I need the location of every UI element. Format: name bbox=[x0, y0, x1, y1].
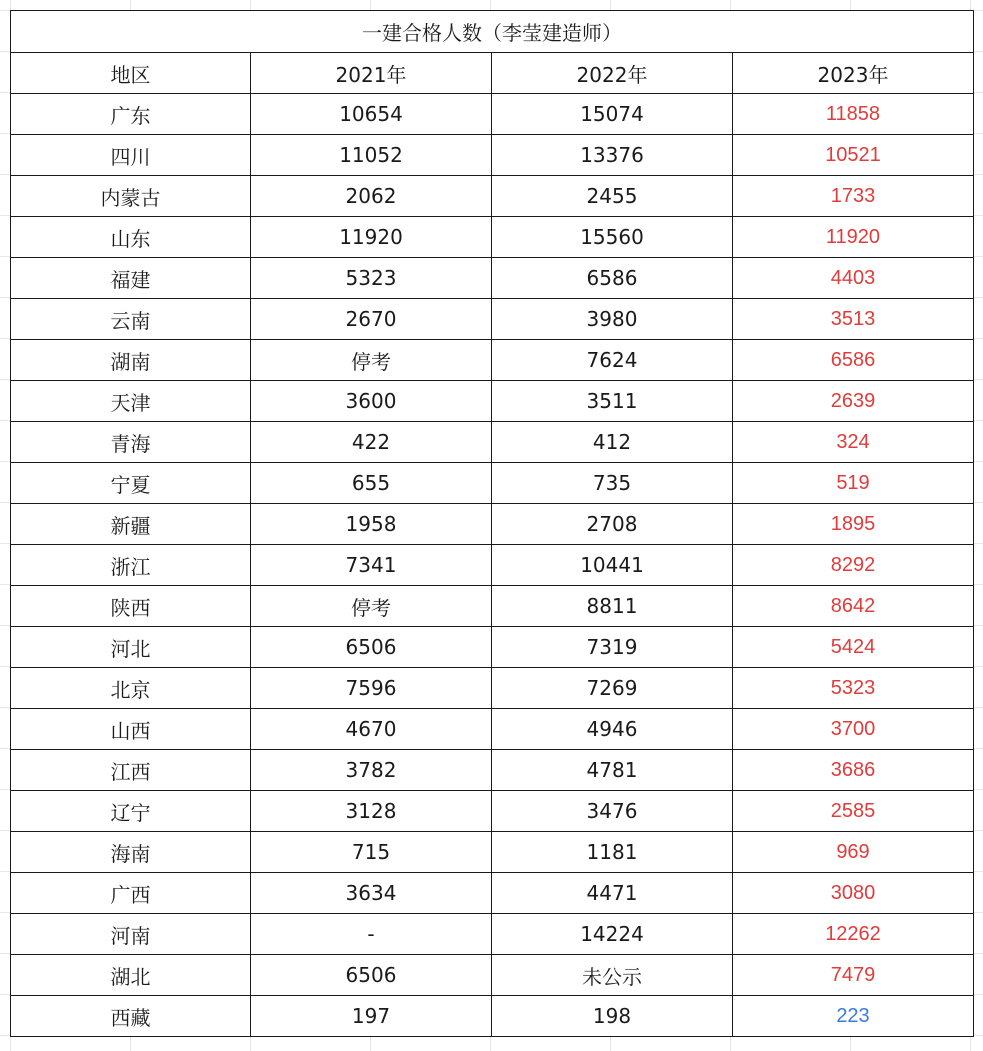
cell-region[interactable]: 陕西 bbox=[11, 586, 251, 627]
cell-2022[interactable]: 2455 bbox=[492, 176, 733, 217]
cell-region[interactable]: 宁夏 bbox=[11, 463, 251, 504]
cell-2022[interactable]: 2708 bbox=[492, 504, 733, 545]
cell-region[interactable]: 湖南 bbox=[11, 340, 251, 381]
cell-region[interactable]: 西藏 bbox=[11, 996, 251, 1037]
table-row bbox=[11, 463, 974, 504]
cell-2021[interactable]: 197 bbox=[251, 996, 492, 1037]
cell-region[interactable]: 河南 bbox=[11, 914, 251, 955]
cell-2022[interactable]: 4946 bbox=[492, 709, 733, 750]
cell-2023[interactable]: 1895 bbox=[733, 504, 974, 545]
table-row bbox=[11, 750, 974, 791]
cell-region[interactable]: 青海 bbox=[11, 422, 251, 463]
cell-2023[interactable]: 6586 bbox=[733, 340, 974, 381]
cell-region[interactable]: 山西 bbox=[11, 709, 251, 750]
table-row bbox=[11, 668, 974, 709]
cell-region[interactable]: 天津 bbox=[11, 381, 251, 422]
cell-2022[interactable]: 4781 bbox=[492, 750, 733, 791]
cell-2021[interactable]: 10654 bbox=[251, 94, 492, 135]
table-row bbox=[11, 709, 974, 750]
cell-2022[interactable]: 412 bbox=[492, 422, 733, 463]
table-row bbox=[11, 94, 974, 135]
table-row bbox=[11, 791, 974, 832]
cell-2021[interactable]: - bbox=[251, 914, 492, 955]
cell-2023[interactable]: 7479 bbox=[733, 955, 974, 996]
cell-2023[interactable]: 11858 bbox=[733, 94, 974, 135]
header-2022[interactable]: 2022年 bbox=[492, 53, 733, 94]
cell-2022[interactable]: 7624 bbox=[492, 340, 733, 381]
header-region[interactable]: 地区 bbox=[11, 53, 251, 94]
cell-2023[interactable]: 223 bbox=[733, 996, 974, 1037]
cell-2021[interactable]: 422 bbox=[251, 422, 492, 463]
cell-2022[interactable]: 10441 bbox=[492, 545, 733, 586]
table-row bbox=[11, 176, 974, 217]
cell-2023[interactable]: 8642 bbox=[733, 586, 974, 627]
cell-2022[interactable]: 7269 bbox=[492, 668, 733, 709]
cell-2023[interactable]: 3700 bbox=[733, 709, 974, 750]
cell-2022[interactable]: 3511 bbox=[492, 381, 733, 422]
table-row bbox=[11, 545, 974, 586]
cell-region[interactable]: 北京 bbox=[11, 668, 251, 709]
cell-2022[interactable]: 4471 bbox=[492, 873, 733, 914]
table-row bbox=[11, 914, 974, 955]
cell-region[interactable]: 福建 bbox=[11, 258, 251, 299]
cell-2022[interactable]: 6586 bbox=[492, 258, 733, 299]
cell-2021[interactable]: 2670 bbox=[251, 299, 492, 340]
cell-2021[interactable]: 6506 bbox=[251, 627, 492, 668]
cell-2022[interactable]: 735 bbox=[492, 463, 733, 504]
cell-2023[interactable]: 10521 bbox=[733, 135, 974, 176]
cell-region[interactable]: 浙江 bbox=[11, 545, 251, 586]
table-row bbox=[11, 873, 974, 914]
cell-2021[interactable]: 715 bbox=[251, 832, 492, 873]
cell-region[interactable]: 湖北 bbox=[11, 955, 251, 996]
table-title[interactable]: 一建合格人数（李莹建造师） bbox=[11, 11, 974, 53]
header-2021[interactable]: 2021年 bbox=[251, 53, 492, 94]
cell-2022[interactable]: 15074 bbox=[492, 94, 733, 135]
cell-2021[interactable]: 5323 bbox=[251, 258, 492, 299]
cell-2021[interactable]: 11052 bbox=[251, 135, 492, 176]
table-row bbox=[11, 504, 974, 545]
cell-2023[interactable]: 969 bbox=[733, 832, 974, 873]
cell-2021[interactable]: 11920 bbox=[251, 217, 492, 258]
cell-region[interactable]: 河北 bbox=[11, 627, 251, 668]
cell-2022[interactable]: 14224 bbox=[492, 914, 733, 955]
cell-2021[interactable]: 3128 bbox=[251, 791, 492, 832]
cell-2023[interactable]: 519 bbox=[733, 463, 974, 504]
cell-2022[interactable]: 7319 bbox=[492, 627, 733, 668]
cell-2023[interactable]: 11920 bbox=[733, 217, 974, 258]
cell-region[interactable]: 内蒙古 bbox=[11, 176, 251, 217]
table-row bbox=[11, 996, 974, 1037]
cell-2023[interactable]: 2639 bbox=[733, 381, 974, 422]
cell-2021[interactable]: 3782 bbox=[251, 750, 492, 791]
cell-2023[interactable]: 3513 bbox=[733, 299, 974, 340]
table-row bbox=[11, 299, 974, 340]
cell-2021[interactable]: 6506 bbox=[251, 955, 492, 996]
table-row bbox=[11, 217, 974, 258]
title-row bbox=[11, 11, 974, 53]
cell-2021[interactable]: 停考 bbox=[251, 340, 492, 381]
pass-count-table bbox=[10, 10, 974, 1037]
cell-2023[interactable]: 4403 bbox=[733, 258, 974, 299]
cell-2022[interactable]: 8811 bbox=[492, 586, 733, 627]
cell-2023[interactable]: 2585 bbox=[733, 791, 974, 832]
cell-2023[interactable]: 5424 bbox=[733, 627, 974, 668]
cell-2022[interactable]: 未公示 bbox=[492, 955, 733, 996]
table-row bbox=[11, 627, 974, 668]
cell-region[interactable]: 江西 bbox=[11, 750, 251, 791]
cell-region[interactable]: 四川 bbox=[11, 135, 251, 176]
cell-2023[interactable]: 3080 bbox=[733, 873, 974, 914]
cell-2023[interactable]: 3686 bbox=[733, 750, 974, 791]
table-body bbox=[11, 11, 974, 1037]
header-row bbox=[11, 53, 974, 94]
cell-2022[interactable]: 3476 bbox=[492, 791, 733, 832]
cell-2021[interactable]: 7596 bbox=[251, 668, 492, 709]
cell-2021[interactable]: 3634 bbox=[251, 873, 492, 914]
table-row bbox=[11, 135, 974, 176]
cell-2021[interactable]: 1958 bbox=[251, 504, 492, 545]
cell-2023[interactable]: 1733 bbox=[733, 176, 974, 217]
table-row bbox=[11, 258, 974, 299]
header-2023[interactable]: 2023年 bbox=[733, 53, 974, 94]
table-row bbox=[11, 832, 974, 873]
cell-2021[interactable]: 停考 bbox=[251, 586, 492, 627]
cell-2023[interactable]: 8292 bbox=[733, 545, 974, 586]
cell-2021[interactable]: 3600 bbox=[251, 381, 492, 422]
cell-2023[interactable]: 12262 bbox=[733, 914, 974, 955]
cell-region[interactable]: 海南 bbox=[11, 832, 251, 873]
cell-2023[interactable]: 5323 bbox=[733, 668, 974, 709]
cell-region[interactable]: 辽宁 bbox=[11, 791, 251, 832]
cell-2022[interactable]: 3980 bbox=[492, 299, 733, 340]
cell-region[interactable]: 云南 bbox=[11, 299, 251, 340]
cell-2022[interactable]: 15560 bbox=[492, 217, 733, 258]
cell-region[interactable]: 广西 bbox=[11, 873, 251, 914]
cell-2023[interactable]: 324 bbox=[733, 422, 974, 463]
table-row bbox=[11, 422, 974, 463]
table-row bbox=[11, 340, 974, 381]
cell-2022[interactable]: 1181 bbox=[492, 832, 733, 873]
cell-2021[interactable]: 4670 bbox=[251, 709, 492, 750]
table-row bbox=[11, 381, 974, 422]
cell-region[interactable]: 广东 bbox=[11, 94, 251, 135]
table-row bbox=[11, 955, 974, 996]
cell-2022[interactable]: 13376 bbox=[492, 135, 733, 176]
cell-2022[interactable]: 198 bbox=[492, 996, 733, 1037]
cell-2021[interactable]: 7341 bbox=[251, 545, 492, 586]
cell-2021[interactable]: 2062 bbox=[251, 176, 492, 217]
table-row bbox=[11, 586, 974, 627]
cell-region[interactable]: 山东 bbox=[11, 217, 251, 258]
cell-2021[interactable]: 655 bbox=[251, 463, 492, 504]
cell-region[interactable]: 新疆 bbox=[11, 504, 251, 545]
